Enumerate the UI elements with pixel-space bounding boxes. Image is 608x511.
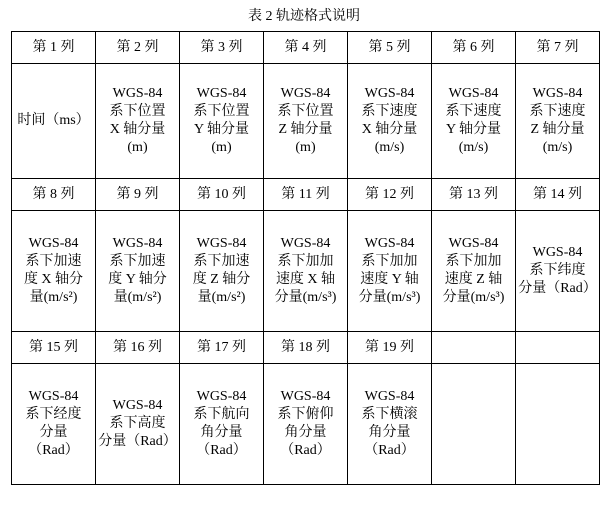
table-cell	[432, 364, 516, 485]
column-header	[432, 332, 516, 364]
table-cell	[12, 364, 96, 485]
cell-text: WGS-84 系下加速 度 Z 轴分 量(m/s²)	[192, 236, 251, 305]
column-header: 第 2 列	[96, 32, 180, 64]
table-cell	[12, 64, 96, 179]
column-header: 第 9 列	[96, 179, 180, 211]
table-cell	[96, 211, 180, 332]
table-cell	[264, 211, 348, 332]
table-cell	[516, 364, 600, 485]
column-header: 第 4 列	[264, 32, 348, 64]
cell-text: WGS-84 系下航向 角分量 （Rad）	[193, 389, 250, 458]
column-header: 第 15 列	[12, 332, 96, 364]
cell-text: WGS-84 系下位置 Y 轴分量 (m)	[193, 86, 250, 155]
table-cell	[180, 64, 264, 179]
column-header: 第 5 列	[348, 32, 432, 64]
header-row-3	[12, 332, 600, 364]
cell-text: WGS-84 系下速度 X 轴分量 (m/s)	[361, 86, 418, 155]
description-row-3	[12, 364, 600, 485]
cell-text: 时间（ms）	[17, 113, 90, 128]
cell-text: WGS-84 系下加加 速度 X 轴 分量(m/s³)	[274, 236, 337, 305]
description-row-1	[12, 64, 600, 179]
cell-text: WGS-84 系下经度 分量 （Rad）	[25, 389, 82, 458]
table-cell	[516, 211, 600, 332]
table-cell	[432, 211, 516, 332]
table-cell	[516, 64, 600, 179]
header-row-1	[12, 32, 600, 64]
column-header: 第 19 列	[348, 332, 432, 364]
table-cell	[180, 211, 264, 332]
column-header	[516, 332, 600, 364]
column-header: 第 18 列	[264, 332, 348, 364]
column-header: 第 8 列	[12, 179, 96, 211]
cell-text: WGS-84 系下横滚 角分量 （Rad）	[361, 389, 418, 458]
column-header: 第 3 列	[180, 32, 264, 64]
column-header: 第 12 列	[348, 179, 432, 211]
table-cell	[180, 364, 264, 485]
cell-text: WGS-84 系下位置 X 轴分量 (m)	[109, 86, 166, 155]
cell-text: WGS-84 系下加速 度 Y 轴分 量(m/s²)	[108, 236, 167, 305]
cell-text: WGS-84 系下加加 速度 Y 轴 分量(m/s³)	[358, 236, 421, 305]
cell-text: WGS-84 系下加速 度 X 轴分 量(m/s²)	[23, 236, 84, 305]
column-header: 第 17 列	[180, 332, 264, 364]
table-cell	[96, 364, 180, 485]
table-cell	[264, 64, 348, 179]
table-cell	[96, 64, 180, 179]
column-header: 第 10 列	[180, 179, 264, 211]
column-header: 第 11 列	[264, 179, 348, 211]
header-row-2	[12, 179, 600, 211]
cell-text: WGS-84 系下加加 速度 Z 轴 分量(m/s³)	[442, 236, 505, 305]
column-header: 第 1 列	[12, 32, 96, 64]
column-header: 第 13 列	[432, 179, 516, 211]
cell-text: WGS-84 系下纬度 分量（Rad）	[518, 245, 597, 296]
cell-text: WGS-84 系下速度 Y 轴分量 (m/s)	[445, 86, 502, 155]
column-header: 第 14 列	[516, 179, 600, 211]
cell-text: WGS-84 系下高度 分量（Rad）	[98, 398, 177, 449]
table-cell	[348, 64, 432, 179]
table-cell	[348, 211, 432, 332]
table-cell	[264, 364, 348, 485]
cell-text: WGS-84 系下速度 Z 轴分量 (m/s)	[529, 86, 586, 155]
column-header: 第 7 列	[516, 32, 600, 64]
table-cell	[348, 364, 432, 485]
column-header: 第 16 列	[96, 332, 180, 364]
table-cell	[12, 211, 96, 332]
trajectory-format-table	[11, 31, 600, 485]
column-header: 第 6 列	[432, 32, 516, 64]
description-row-2	[12, 211, 600, 332]
cell-text: WGS-84 系下位置 Z 轴分量 (m)	[277, 86, 334, 155]
table-caption: 表 2 轨迹格式说明	[248, 9, 360, 24]
cell-text: WGS-84 系下俯仰 角分量 （Rad）	[277, 389, 334, 458]
table-cell	[432, 64, 516, 179]
